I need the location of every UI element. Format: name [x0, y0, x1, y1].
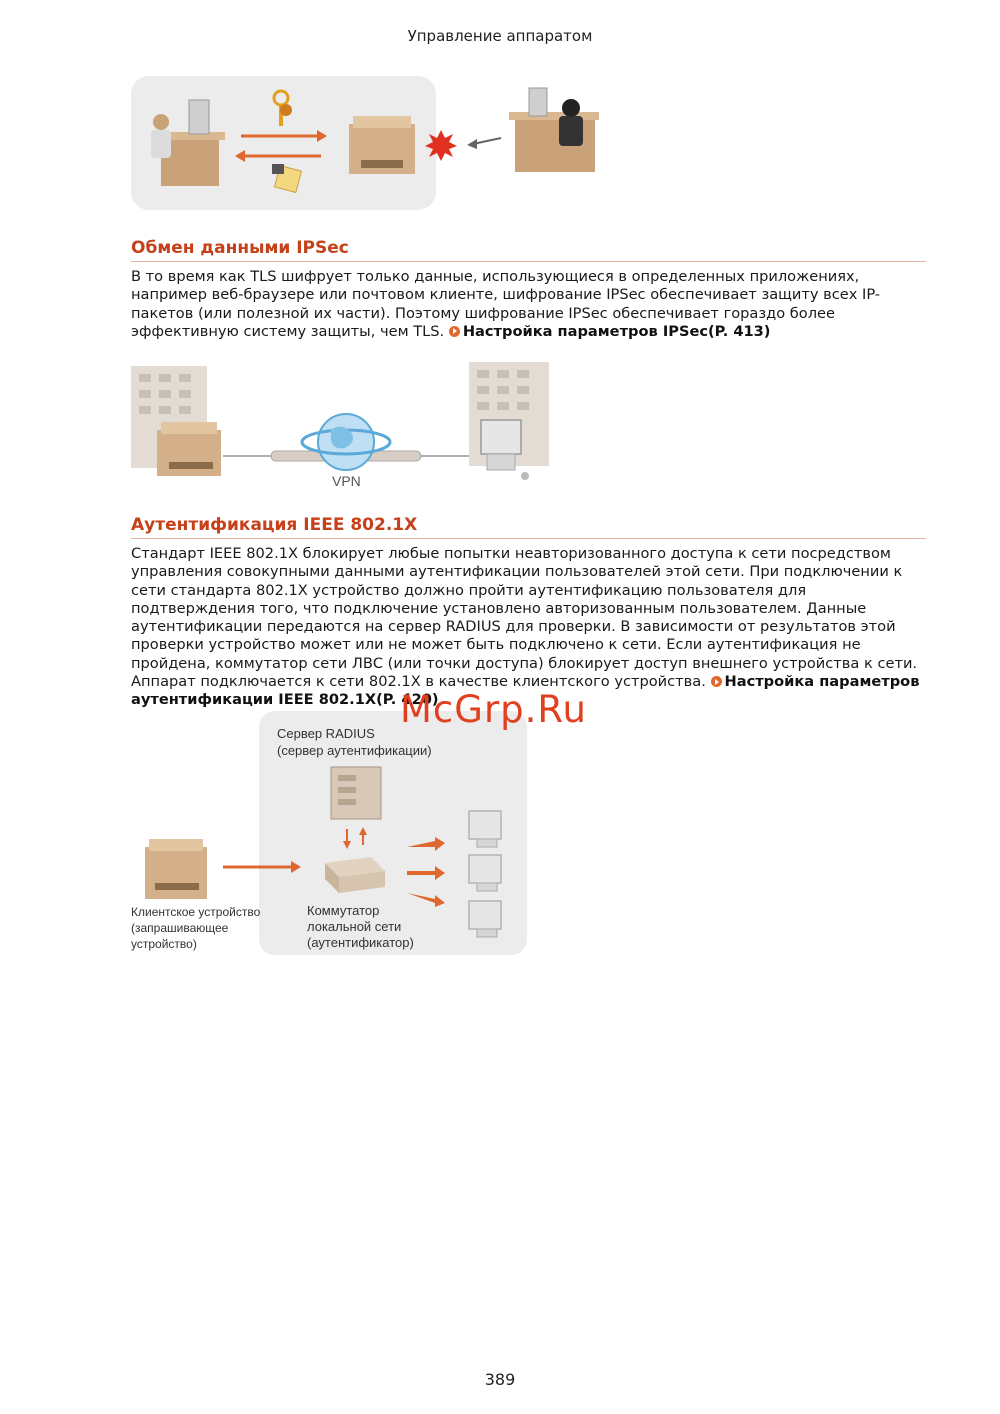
client-label-1: Клиентское устройство	[131, 905, 261, 919]
page-header: Управление аппаратом	[407, 27, 593, 45]
radius-server-label-2: (сервер аутентификации)	[277, 743, 432, 758]
vpn-illustration	[131, 360, 551, 494]
ipsec-paragraph	[131, 268, 931, 341]
printer-icon	[349, 116, 415, 174]
8021x-settings-link[interactable]: Настройка параметров аутентификации IEEE 802.1X(P. 420)	[131, 673, 920, 709]
8021x-body-text: Стандарт IEEE 802.1X блокирует любые попытки неавторизованного доступа к сети посредством управления совокупными данными аутентификации пользователей этой сети. При подключении к сети стандарта 802.1X устройство должно пройти аутентификацию пользователя для подтверждения того, что подключение установлено авторизованным пользователем. Данные аутентификации передаются на сервер RADIUS для проверки. В зависимости от результатов этой проверки устройство может или не может быть подключено к сети. Если аутентификация не пройдена, коммутатор сети ЛВС (или точки доступа) блокирует доступ внешнего устройства к сети. Аппарат подключается к сети 802.1X в качестве клиентского устройства.	[131, 545, 918, 691]
ipsec-settings-link[interactable]: Настройка параметров IPSec(P. 413)	[462, 322, 771, 340]
printer-icon	[157, 422, 221, 476]
tls-illustration	[131, 76, 611, 212]
client-printer-icon	[145, 839, 207, 899]
section-title-8021x: Аутентификация IEEE 802.1X	[131, 515, 926, 539]
globe-icon	[302, 414, 390, 470]
hacker-desk-icon	[509, 88, 599, 172]
page-number: 389	[484, 1370, 516, 1389]
attack-burst-icon	[425, 130, 457, 161]
radius-illustration	[131, 711, 531, 957]
section-title-ipsec: Обмен данными IPSec	[131, 238, 926, 262]
switch-label-3: (аутентификатор)	[307, 935, 414, 950]
client-label-3: устройство)	[131, 937, 197, 951]
vpn-label: VPN	[332, 473, 361, 489]
radius-server-label-1: Сервер RADIUS	[277, 726, 375, 741]
link-arrow-icon	[711, 676, 722, 687]
server-icon	[331, 767, 381, 819]
lan-switch-icon	[325, 857, 385, 893]
ipsec-body-text: В то время как TLS шифрует только данные, использующиеся в определенных приложениях, например веб-браузере или почтовом клиенте, шифрование IPSec обеспечивает защиту всех IP-пакетов (или полезной их части). Поэтому шифрование IPSec обеспечивает гораздо более эффективную систему защиты, чем TLS.	[131, 268, 881, 340]
client-label-2: (запрашивающее	[131, 921, 229, 935]
link-arrow-icon	[449, 326, 460, 337]
8021x-paragraph	[131, 545, 931, 710]
switch-label-2: локальной сети	[307, 919, 402, 934]
watermark: McGrp.Ru	[400, 688, 587, 731]
switch-label-1: Коммутатор	[307, 903, 380, 918]
